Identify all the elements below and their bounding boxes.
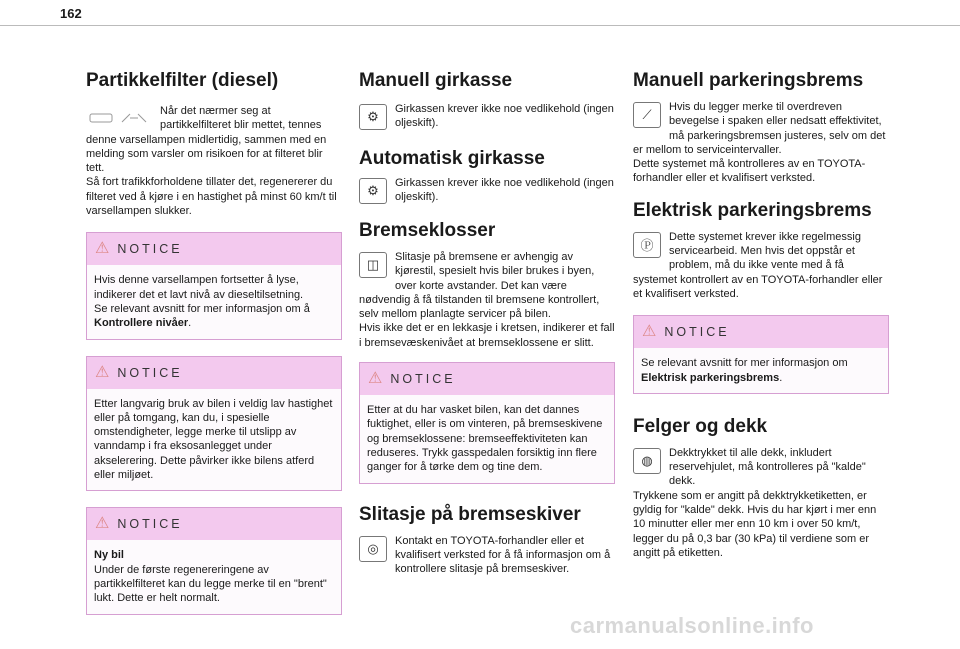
tyre-icon: ◍ <box>633 448 661 474</box>
partikkelfilter-body: Så fort trafikkforholdene tillater det, regenererer du filteret ved å kjøre i en hastighet på minst 60 km/t til varsellampen slukker. <box>86 176 337 218</box>
warning-triangle-icon: ⚠ <box>95 363 110 381</box>
notice-text: Under de første regenereringene av partikkelfilteret kan du legge merke til en "brent" lukt. Dette er helt normalt. <box>94 563 327 605</box>
manuell-parkeringsbrems-text: Hvis du legger merke til overdreven bevegelse i spaken eller nedsatt effektivitet, må parkeringsbremsen justeres, selv om det er mellom to serviceintervaller. <box>633 101 886 156</box>
notice-title: NOTICE <box>117 365 183 380</box>
brake-disc-icon: ◎ <box>359 536 387 562</box>
notice-tail: . <box>188 317 192 330</box>
section-manuell-girkasse <box>359 102 615 131</box>
automatic-gearbox-icon: ⚙ <box>359 178 387 204</box>
bremseklosser-text: Slitasje på bremsene er avhengig av kjørestil, spesielt hvis biler brukes i byen, over korte avstander. Det kan være nødvendig å få tilstanden til bremsene kontrollert, selv mellom planlagte servicer på bilen. <box>359 251 600 321</box>
notice-title: NOTICE <box>117 242 183 257</box>
notice-bold: Kontrollere nivåer <box>94 317 189 330</box>
notice-box-1 <box>86 232 342 339</box>
notice-body-epb <box>634 348 888 393</box>
section-title-manuell-girkasse: Manuell girkasse <box>359 70 513 91</box>
section-automatisk-girkasse <box>359 176 615 205</box>
section-title-slitasje-bremseskiver: Slitasje på bremseskiver <box>359 503 581 525</box>
page-number: 162 <box>60 6 82 21</box>
filter-warning-icon <box>86 106 152 130</box>
notice-title: NOTICE <box>117 517 183 532</box>
notice-box-3 <box>86 507 342 614</box>
section-slitasje-bremseskiver <box>359 534 615 577</box>
notice-bold: Elektrisk parkeringsbrems <box>641 371 780 384</box>
manuell-girkasse-text: Girkassen krever ikke noe vedlikehold (ingen oljeskift). <box>395 103 614 130</box>
felger-og-dekk-text: Dekktrykket til alle dekk, inkludert reservehjulet, må kontrolleres på "kalde" dekk. <box>669 446 866 488</box>
notice-text: Se relevant avsnitt for mer informasjon om <box>641 357 848 370</box>
header-divider <box>0 25 960 26</box>
electric-parking-brake-icon: Ⓟ <box>633 232 661 258</box>
notice-body-brake: Etter at du har vasket bilen, kan det dannes fuktighet, eller is om vinteren, på bremseskivene og bremseklossene: bremseeffektiviteten kan reduseres. Trykk gasspedalen forsiktig inn flere ganger for å tørke dem og tine dem. <box>360 395 614 482</box>
notice-body-2: Etter langvarig bruk av bilen i veldig lav hastighet eller på tomgang, kan du, i spesielle omstendigheter, legge merke til utslipp av vanndamp i fra eksosanlegget under akselerering. Dette påvirker ikke bilens atferd eller miljøet. <box>87 389 341 491</box>
column-2 <box>359 70 615 576</box>
section-partikkelfilter <box>86 104 342 218</box>
notice-title: NOTICE <box>664 325 730 340</box>
elektrisk-parkeringsbrems-text: Dette systemet krever ikke regelmessig servicearbeid. Men hvis det oppstår et problem, må du ikke vente med å få systemet kontrollert av en TOYOTA-forhandler eller et kvalifisert verksted. <box>633 230 883 300</box>
section-felger-og-dekk <box>633 446 889 560</box>
warning-triangle-icon: ⚠ <box>95 515 110 533</box>
column-1 <box>86 70 342 615</box>
section-title-manuell-parkeringsbrems: Manuell parkeringsbrems <box>633 70 864 91</box>
notice-box-2 <box>86 356 342 492</box>
slitasje-bremseskiver-text: Kontakt en TOYOTA-forhandler eller et kvalifisert verksted for å få informasjon om å kontrollere slitasje på bremseskiver. <box>395 534 611 576</box>
manuell-parkeringsbrems-text-2: Dette systemet må kontrolleres av en TOYOTA-forhandler eller et kvalifisert verksted. <box>633 158 866 185</box>
bremseklosser-text-2: Hvis ikke det er en lekkasje i kretsen, indikerer et fall i bremsevæskenivået at bremseklossene er slitt. <box>359 322 615 349</box>
parking-lever-icon: ⟋ <box>633 102 661 128</box>
notice-tail: . <box>779 371 783 384</box>
gearbox-icon: ⚙ <box>359 104 387 130</box>
section-title-bremseklosser: Bremseklosser <box>359 220 496 241</box>
section-title-partikkelfilter: Partikkelfilter (diesel) <box>86 70 279 91</box>
brake-pad-icon: ◫ <box>359 252 387 278</box>
felger-og-dekk-text-2: Trykkene som er angitt på dekktrykketiketten, er gyldig for "kalde" dekk. Hvis du har kjørt i mer enn 10 minutter eller mer enn 10 km i over 50 km/t, legger du på 0,3 bar (30 kPa) til verdiene som er angitt på etiketten. <box>633 489 877 559</box>
notice-title: NOTICE <box>390 372 456 387</box>
automatisk-girkasse-text: Girkassen krever ikke noe vedlikehold (ingen oljeskift). <box>395 177 614 204</box>
warning-triangle-icon: ⚠ <box>642 323 657 341</box>
warning-triangle-icon: ⚠ <box>95 240 110 258</box>
watermark: carmanualsonline.info <box>570 613 814 638</box>
notice-box-epb <box>633 315 889 394</box>
notice-box-brake <box>359 362 615 483</box>
warning-triangle-icon: ⚠ <box>368 370 383 388</box>
section-title-automatisk-girkasse: Automatisk girkasse <box>359 148 545 169</box>
section-bremseklosser <box>359 250 615 350</box>
notice-text: Hvis denne varsellampen fortsetter å lyse, indikerer det et lavt nivå av dieseltilsetning. Se relevant avsnitt for mer informasjon om å <box>94 274 310 315</box>
notice-body-3 <box>87 540 341 613</box>
notice-body-1 <box>87 265 341 338</box>
section-manuell-parkeringsbrems <box>633 100 889 186</box>
section-title-elektrisk-parkeringsbrems: Elektrisk parkeringsbrems <box>633 199 872 221</box>
notice-bold-head: Ny bil <box>94 549 124 562</box>
column-3 <box>633 70 889 560</box>
section-elektrisk-parkeringsbrems <box>633 230 889 301</box>
section-title-felger-og-dekk: Felger og dekk <box>633 415 768 437</box>
partikkelfilter-intro: Når det nærmer seg at partikkelfilteret blir mettet, tennes denne varsellampen midlertidig, sammen med en melding som varsler om risikoen for at filteret blir tett. <box>86 105 327 175</box>
